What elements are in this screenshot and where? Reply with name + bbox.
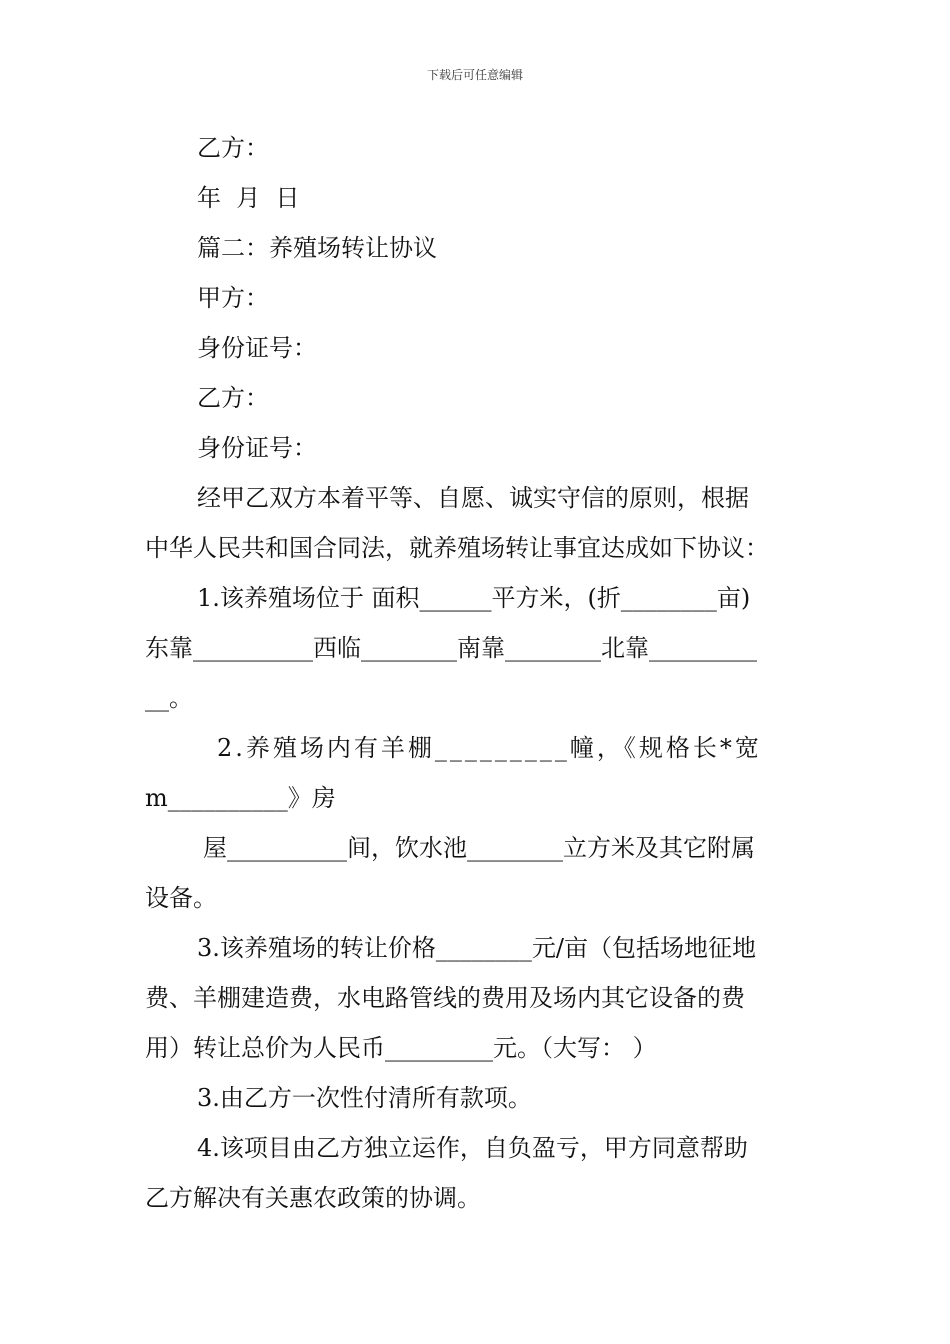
party-a-label: 甲方： [197, 284, 269, 312]
clause-3-line-2: 费、羊棚建造费，水电路管线的费用及场内其它设备的费 [145, 984, 745, 1012]
header-note: 下载后可任意编辑 [426, 68, 523, 82]
clause-4-line-1: 4.该项目由乙方独立运作，自负盈亏，甲方同意帮助 [197, 1134, 748, 1162]
paragraph-intro-line-2: 中华人民共和国合同法，就养殖场转让事宜达成如下协议： [145, 534, 769, 562]
clause-2-line-4: 设备。 [145, 884, 217, 912]
date-line: 年 月 日 [197, 184, 300, 212]
clause-3-line-3: 用）转让总价为人民币_________元。（大写： ） [145, 1034, 657, 1062]
section-title: 篇二：养殖场转让协议 [197, 234, 437, 262]
clause-1-line-1: 1.该养殖场位于 面积______平方米，(折________亩) [197, 584, 751, 612]
clause-1-line-2: 东靠__________西临________南靠________北靠_________ [145, 634, 757, 662]
clause-3-line-1: 3.该养殖场的转让价格________元/亩（包括场地征地 [197, 934, 756, 962]
paragraph-intro-line-1: 经甲乙双方本着平等、自愿、诚实守信的原则，根据 [197, 484, 749, 512]
clause-2-line-2: m__________》房 [145, 784, 336, 812]
clause-1-line-3: __。 [145, 684, 193, 712]
party-b-id-label: 身份证号： [197, 434, 317, 462]
clause-4-line-2: 乙方解决有关惠农政策的协调。 [145, 1184, 481, 1212]
party-b-label-2: 乙方： [197, 384, 269, 412]
clause-3b-line-1: 3.由乙方一次性付清所有款项。 [197, 1084, 532, 1112]
clause-2-line-1: 2.养殖场内有羊棚_________幢，《规格长*宽 [217, 734, 762, 762]
clause-2-line-3: 屋__________间，饮水池________立方米及其它附属 [203, 834, 755, 862]
party-b-label: 乙方： [197, 134, 269, 162]
party-a-id-label: 身份证号： [197, 334, 317, 362]
